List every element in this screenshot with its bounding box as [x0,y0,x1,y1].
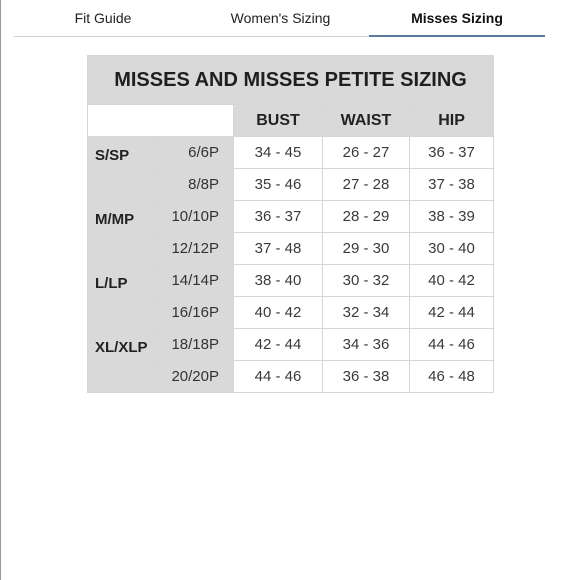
size-group-label: XL/XLP [88,329,154,393]
hip-value-cell: 40 - 42 [410,265,494,297]
waist-value-cell: 29 - 30 [323,233,410,265]
hip-value-cell: 30 - 40 [410,233,494,265]
size-number-label: 12/12P [154,233,234,265]
sizing-table [87,55,494,393]
bust-value-cell: 40 - 42 [234,297,323,329]
bust-value-cell: 36 - 37 [234,201,323,233]
tab-fit-guide[interactable]: Fit Guide [74,10,132,26]
hip-value-cell: 37 - 38 [410,169,494,201]
size-number-label: 16/16P [154,297,234,329]
bust-value-cell: 42 - 44 [234,329,323,361]
tab-womens-sizing[interactable]: Women's Sizing [230,10,331,26]
hip-value-cell: 44 - 46 [410,329,494,361]
column-header-bust: BUST [234,105,323,137]
tab-misses-sizing[interactable]: Misses Sizing [369,0,545,36]
waist-value-cell: 34 - 36 [323,329,410,361]
header-spacer [88,105,234,137]
table-row [88,329,494,361]
left-border-line [0,0,1,580]
waist-value-cell: 36 - 38 [323,361,410,393]
waist-value-cell: 26 - 27 [323,137,410,169]
bust-value-cell: 37 - 48 [234,233,323,265]
hip-value-cell: 46 - 48 [410,361,494,393]
size-number-label: 14/14P [154,265,234,297]
size-number-label: 20/20P [154,361,234,393]
bust-value-cell: 44 - 46 [234,361,323,393]
waist-value-cell: 32 - 34 [323,297,410,329]
table-row [88,201,494,233]
waist-value-cell: 28 - 29 [323,201,410,233]
table-row [88,137,494,169]
size-number-label: 6/6P [154,137,234,169]
hip-value-cell: 36 - 37 [410,137,494,169]
size-number-label: 8/8P [154,169,234,201]
tab-bar [14,0,545,37]
hip-value-cell: 38 - 39 [410,201,494,233]
size-number-label: 18/18P [154,329,234,361]
column-header-hip: HIP [410,105,494,137]
size-group-label: L/LP [88,265,154,329]
column-header-waist: WAIST [323,105,410,137]
waist-value-cell: 27 - 28 [323,169,410,201]
size-number-label: 10/10P [154,201,234,233]
table-row [88,265,494,297]
bust-value-cell: 35 - 46 [234,169,323,201]
bust-value-cell: 38 - 40 [234,265,323,297]
waist-value-cell: 30 - 32 [323,265,410,297]
hip-value-cell: 42 - 44 [410,297,494,329]
table-title: MISSES AND MISSES PETITE SIZING [88,56,494,105]
bust-value-cell: 34 - 45 [234,137,323,169]
size-group-label: S/SP [88,137,154,201]
size-group-label: M/MP [88,201,154,265]
